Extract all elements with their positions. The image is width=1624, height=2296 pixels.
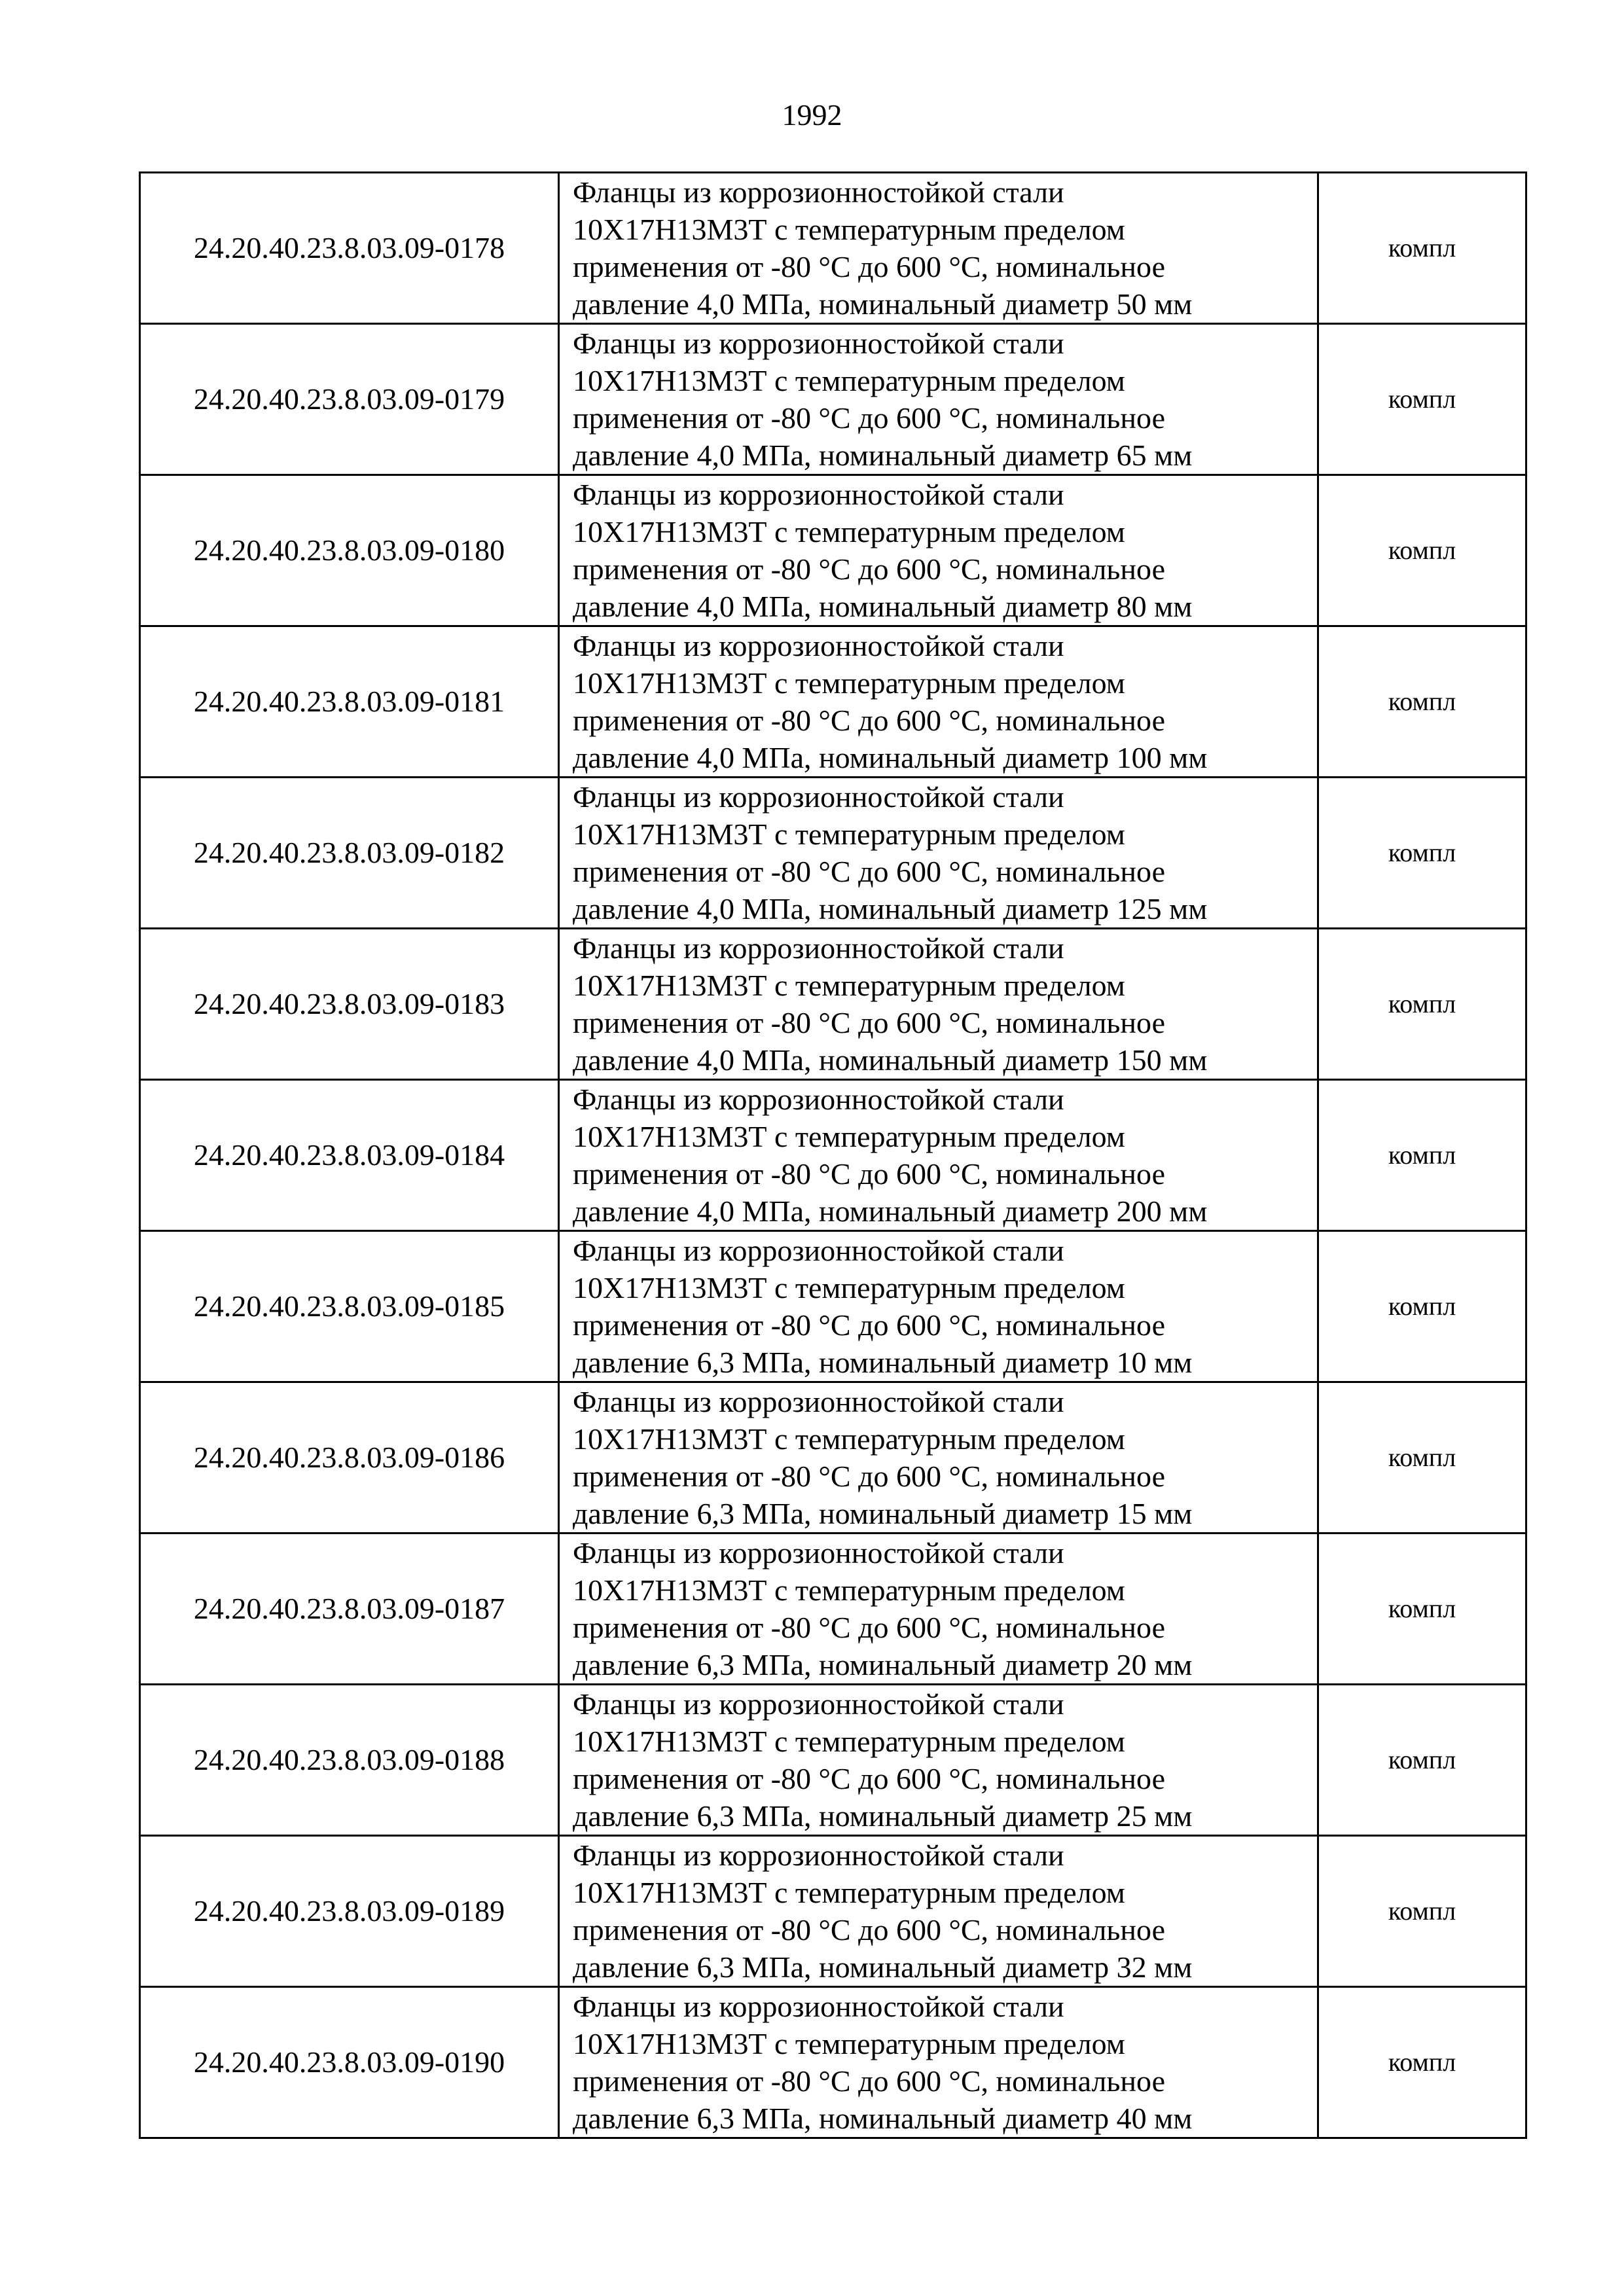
description-line: 10Х17Н13М3Т с температурным пределом [573,2027,1125,2060]
table-row [140,1382,1526,1534]
resource-description [559,1987,1318,2138]
description-line: Фланцы из коррозионностойкой стали [573,629,1064,662]
description-line: 10Х17Н13М3Т с температурным пределом [573,969,1125,1002]
description-line: 10Х17Н13М3Т с температурным пределом [573,1422,1125,1456]
resource-description [559,1080,1318,1231]
description-line: давление 4,0 МПа, номинальный диаметр 150 мм [573,1043,1208,1077]
resource-description [559,1231,1318,1382]
table-row [140,1231,1526,1382]
resource-code: 24.20.40.23.8.03.09-0189 [140,1836,559,1987]
description-line: 10Х17Н13М3Т с температурным пределом [573,1120,1125,1153]
description-line: 10Х17Н13М3Т с температурным пределом [573,1876,1125,1909]
description-line: применения от -80 °С до 600 °С, номинальное [573,2064,1165,2098]
description-line: 10Х17Н13М3Т с температурным пределом [573,1573,1125,1607]
description-line: 10Х17Н13М3Т с температурным пределом [573,817,1125,851]
unit-of-measure: компл [1318,1080,1526,1231]
resource-description [559,778,1318,929]
description-line: давление 6,3 МПа, номинальный диаметр 40 мм [573,2102,1193,2135]
resource-code: 24.20.40.23.8.03.09-0188 [140,1685,559,1836]
resource-table [139,171,1527,2139]
table-row [140,173,1526,324]
unit-of-measure: компл [1318,1836,1526,1987]
page-number: 1992 [782,98,842,132]
resource-code: 24.20.40.23.8.03.09-0184 [140,1080,559,1231]
description-line: 10Х17Н13М3Т с температурным пределом [573,213,1125,246]
description-line: Фланцы из коррозионностойкой стали [573,931,1064,965]
table-row [140,1534,1526,1685]
resource-code: 24.20.40.23.8.03.09-0185 [140,1231,559,1382]
table-row [140,324,1526,475]
resource-description [559,475,1318,626]
description-line: применения от -80 °С до 600 °С, номинальное [573,1006,1165,1039]
unit-of-measure: компл [1318,1685,1526,1836]
description-line: 10Х17Н13М3Т с температурным пределом [573,666,1125,700]
resource-code: 24.20.40.23.8.03.09-0180 [140,475,559,626]
resource-code: 24.20.40.23.8.03.09-0190 [140,1987,559,2138]
table-row [140,929,1526,1080]
description-line: применения от -80 °С до 600 °С, номинальное [573,401,1165,435]
resource-code: 24.20.40.23.8.03.09-0182 [140,778,559,929]
table-row [140,1987,1526,2138]
description-line: 10Х17Н13М3Т с температурным пределом [573,515,1125,548]
unit-of-measure: компл [1318,1987,1526,2138]
unit-of-measure: компл [1318,929,1526,1080]
description-line: давление 4,0 МПа, номинальный диаметр 80 мм [573,590,1193,623]
description-line: давление 6,3 МПа, номинальный диаметр 20 мм [573,1648,1193,1681]
table-row [140,778,1526,929]
description-line: Фланцы из коррозионностойкой стали [573,1234,1064,1267]
description-line: давление 4,0 МПа, номинальный диаметр 125 мм [573,892,1208,925]
description-line: 10Х17Н13М3Т с температурным пределом [573,1271,1125,1304]
description-line: Фланцы из коррозионностойкой стали [573,1990,1064,2023]
unit-of-measure: компл [1318,626,1526,778]
description-line: давление 4,0 МПа, номинальный диаметр 65 мм [573,439,1193,472]
description-line: применения от -80 °С до 600 °С, номинальное [573,1460,1165,1493]
unit-of-measure: компл [1318,1231,1526,1382]
resource-code: 24.20.40.23.8.03.09-0187 [140,1534,559,1685]
description-line: Фланцы из коррозионностойкой стали [573,478,1064,511]
description-line: давление 4,0 МПа, номинальный диаметр 50 мм [573,287,1193,321]
resource-code: 24.20.40.23.8.03.09-0183 [140,929,559,1080]
unit-of-measure: компл [1318,173,1526,324]
description-line: Фланцы из коррозионностойкой стали [573,780,1064,814]
resource-description [559,173,1318,324]
description-line: применения от -80 °С до 600 °С, номинальное [573,1762,1165,1795]
description-line: Фланцы из коррозионностойкой стали [573,1385,1064,1418]
resource-description [559,1685,1318,1836]
description-line: давление 4,0 МПа, номинальный диаметр 200 мм [573,1194,1208,1228]
resource-description [559,929,1318,1080]
resource-code: 24.20.40.23.8.03.09-0178 [140,173,559,324]
unit-of-measure: компл [1318,1534,1526,1685]
resource-description [559,1382,1318,1534]
table-row [140,475,1526,626]
resource-code: 24.20.40.23.8.03.09-0186 [140,1382,559,1534]
table-row [140,1685,1526,1836]
description-line: 10Х17Н13М3Т с температурным пределом [573,364,1125,397]
unit-of-measure: компл [1318,324,1526,475]
description-line: применения от -80 °С до 600 °С, номинальное [573,704,1165,737]
unit-of-measure: компл [1318,1382,1526,1534]
description-line: давление 6,3 МПа, номинальный диаметр 15 мм [573,1497,1193,1530]
description-line: Фланцы из коррозионностойкой стали [573,175,1064,209]
description-line: 10Х17Н13М3Т с температурным пределом [573,1725,1125,1758]
description-line: давление 6,3 МПа, номинальный диаметр 10 мм [573,1346,1193,1379]
description-line: применения от -80 °С до 600 °С, номинальное [573,1157,1165,1191]
description-line: Фланцы из коррозионностойкой стали [573,1536,1064,1570]
table-row [140,1836,1526,1987]
description-line: Фланцы из коррозионностойкой стали [573,327,1064,360]
description-line: Фланцы из коррозионностойкой стали [573,1839,1064,1872]
description-line: применения от -80 °С до 600 °С, номинальное [573,855,1165,888]
table-row [140,1080,1526,1231]
resource-description [559,626,1318,778]
resource-code: 24.20.40.23.8.03.09-0181 [140,626,559,778]
resource-code: 24.20.40.23.8.03.09-0179 [140,324,559,475]
resource-description [559,1836,1318,1987]
description-line: давление 6,3 МПа, номинальный диаметр 25 мм [573,1799,1193,1833]
description-line: применения от -80 °С до 600 °С, номинальное [573,1913,1165,1946]
description-line: применения от -80 °С до 600 °С, номинальное [573,1611,1165,1644]
description-line: применения от -80 °С до 600 °С, номинальное [573,552,1165,586]
description-line: давление 4,0 МПа, номинальный диаметр 100 мм [573,741,1208,774]
unit-of-measure: компл [1318,475,1526,626]
table-body [140,173,1526,2138]
resource-description [559,1534,1318,1685]
description-line: применения от -80 °С до 600 °С, номинальное [573,1308,1165,1342]
description-line: Фланцы из коррозионностойкой стали [573,1687,1064,1721]
resource-description [559,324,1318,475]
description-line: применения от -80 °С до 600 °С, номинальное [573,250,1165,283]
description-line: давление 6,3 МПа, номинальный диаметр 32 мм [573,1950,1193,1984]
unit-of-measure: компл [1318,778,1526,929]
table-row [140,626,1526,778]
description-line: Фланцы из коррозионностойкой стали [573,1083,1064,1116]
